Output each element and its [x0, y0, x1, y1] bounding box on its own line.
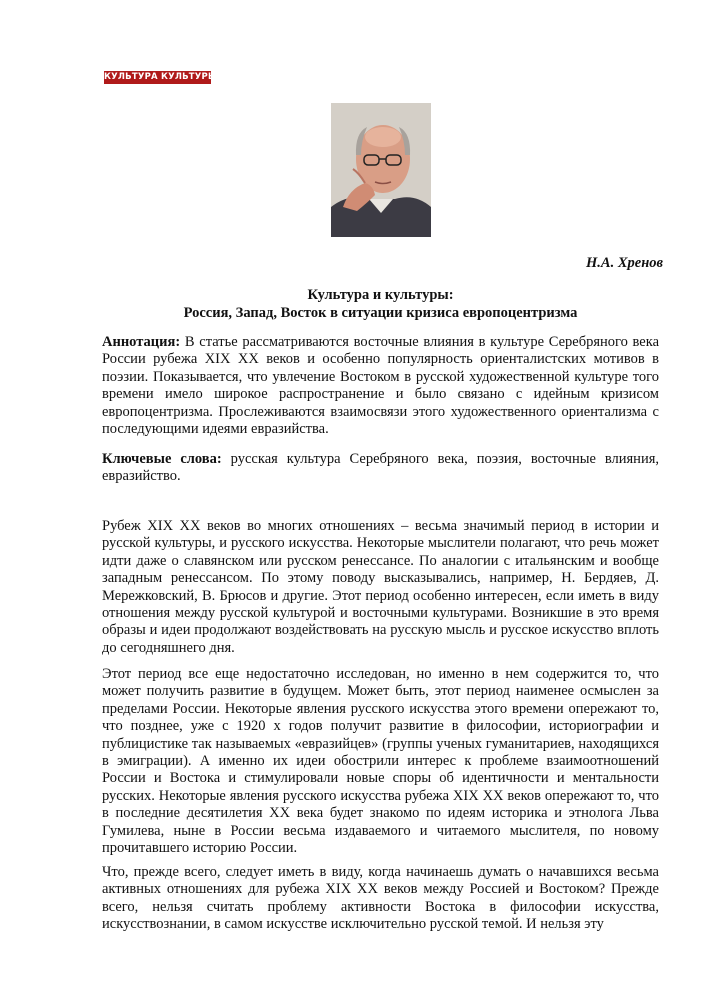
author-name: Н.А. Хренов	[586, 255, 663, 271]
body-paragraph-3: Что, прежде всего, следует иметь в виду, когда начинаешь думать о начавшихся весьма активных отношениях для рубежа XIX XX веков между Россией и Востоком? Прежде всего, нельзя считать проблему активности Востока в философии искусства, искусствознании, в самом искусстве исключительно русской темой. И нельзя эту	[102, 864, 659, 933]
journal-logo: КУЛЬТУРА КУЛЬТУРЫ. 2014	[104, 72, 249, 82]
author-portrait-icon	[331, 103, 431, 237]
body-paragraph-1: Рубеж XIX XX веков во многих отношениях – весьма значимый период в истории и русской культуры, и русского искусства. Некоторые мыслители полагают, что речь может идти даже о славянском или русском ренессансе. По аналогии с итальянским и вообще западным ренессансом. По этому поводу высказывались, например, Н. Бердяев, Д. Мережковский, В. Брюсов и другие. Этот период особенно интересен, если иметь в виду отношения между русской культурой и восточными культурами. Возникшие в это время образы и идеи продолжают воздействовать на русскую мысль и русское искусство вплоть до сегодняшнего дня.	[102, 518, 659, 656]
body-paragraph-2: Этот период все еще недостаточно исследован, но именно в нем содержится то, что может получить развитие в будущем. Может быть, этот период наименее осмыслен за пределами России. Некоторые явления русского искусства этого времени опережают то, что позднее, уже с 1920 х годов получит развитие в философии, историографии и публицистике так называемых «евразийцев» (группы ученых гуманитариев, находящихся в эмиграции). А именно их идеи обострили интерес к проблеме взаимоотношений России и Востока и стимулировали новые споры об идентичности и ментальности русских. Некоторые явления русского искусства рубежа XIX XX веков опережают то, что в последние десятилетия XX века будет знакомо по идеям историка и этнолога Льва Гумилева, ныне в России весьма издаваемого и читаемого мыслителя, по новому прочитавшего историю России.	[102, 666, 659, 857]
keywords-label: Ключевые слова:	[102, 451, 222, 467]
annotation-label: Аннотация:	[102, 334, 181, 350]
keywords-section	[102, 451, 659, 486]
article-title-line-1: Культура и культуры:	[307, 287, 454, 303]
article-title-line-2: Россия, Запад, Восток в ситуации кризиса европоцентризма	[183, 305, 578, 321]
annotation-section	[102, 334, 659, 438]
keywords-text: русская культура Серебряного века, поэзия, восточные влияния, евразийство.	[102, 451, 659, 485]
annotation-text: В статье рассматриваются восточные влияния в культуре Серебряного века России рубежа XIX XX веков и особенно популярность ориенталистских мотивов в поэзии. Показывается, что увлечение Востоком в русской художественной культуре того времени имело широкое распространение и было связано с идейным кризисом европоцентризма. Прослеживаются взаимосвязи этого художественного ориентализма с последующими идеями евразийства.	[102, 334, 659, 438]
